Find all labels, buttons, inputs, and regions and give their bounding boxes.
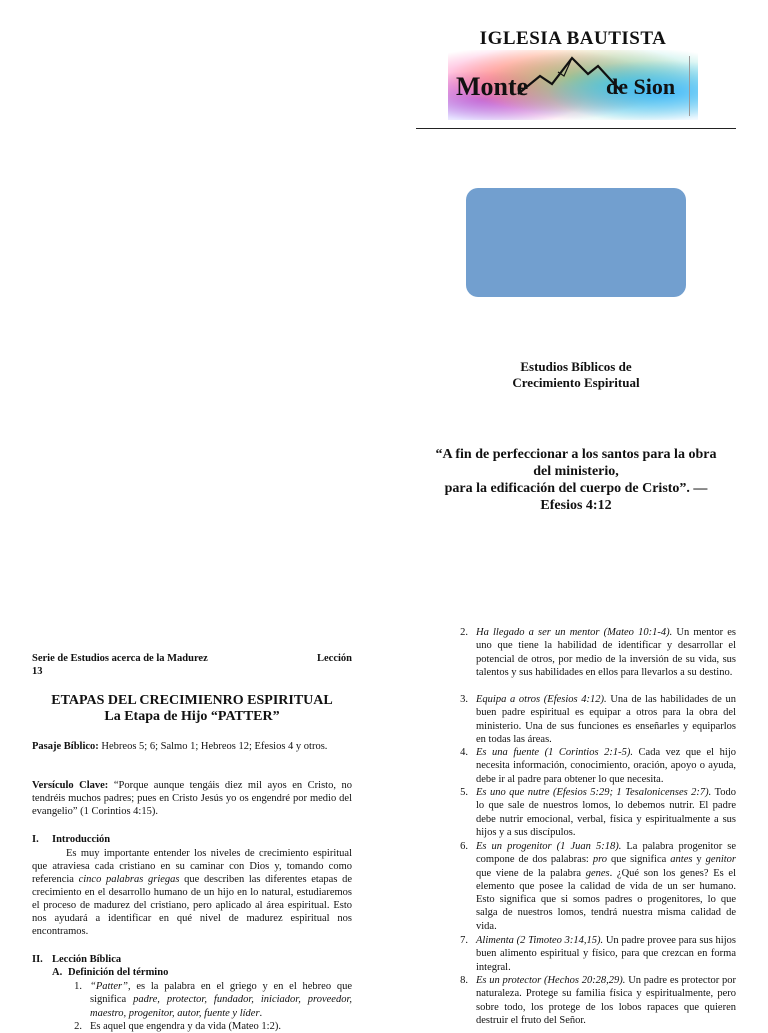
pasaje-text: Hebreos 5; 6; Salmo 1; Hebreos 12; Efesios 4 y otros. (98, 741, 328, 752)
list-item-body: Cada vez que el hijo necesita información, conocimiento, oración, apoyo o ayuda, debe ir al padre para obtener lo que necesita. (476, 747, 736, 785)
verse-line: del ministerio, (533, 464, 619, 479)
list-item-reference: Es uno que nutre (Efesios 5:29; 1 Tesalonicenses 2:7). (476, 787, 712, 798)
list-item-reference: Es un progenitor (1 Juan 5:18). (476, 841, 622, 852)
logo-sion-text: de Sion (606, 74, 676, 99)
pasaje-biblico (32, 740, 352, 753)
list-item-body: Un mentor es uno que tiene la habilidad de identificar y desarrollar el potencial de otros, por medio de la inversión de su vida, sus talentos y sus habilidades en ellos para llevarlos a su destino. (476, 627, 736, 678)
list-item-reference: Ha llegado a ser un mentor (Mateo 10:1-4). (476, 627, 673, 638)
lesson-heading (32, 693, 352, 725)
study-title-line: Crecimiento Espiritual (512, 375, 640, 390)
list-item-emphasis: “Patter” (90, 981, 128, 992)
series-name: Serie de Estudios acerca de la Madurez (32, 653, 208, 664)
list-item-text (476, 746, 736, 786)
list-item-reference: Es una fuente (1 Corintios 2:1-5). (476, 747, 633, 758)
verse-line: para la edificación del cuerpo de Cristo”. — (444, 481, 708, 496)
list-item-emphasis: genes (585, 867, 610, 879)
verse-line: “A fin de perfeccionar a los santos para la obra (435, 447, 717, 462)
intro-text-2: que describen las diferentes etapas de crecimiento en el desarrollo humano de un hijo en lo natural, estudiaremos el proceso de madurez del cristiano, pero aplicado al área espiritual. Esto nos ayudará a identificar en qué nivel de madurez espiritual nos encontramos. (32, 874, 352, 937)
list-item-emphasis: genitor (705, 854, 737, 866)
lesson-heading-line2: La Etapa de Hijo “PATTER” (104, 709, 280, 724)
intro-paragraph (32, 847, 352, 938)
list-item-body: Un padre provee para sus hijos buen alimento espiritual y físico, para que crezcan en forma integral. (476, 935, 736, 973)
list-item-text (476, 840, 736, 933)
list-item-reference: Equipa a otros (Efesios 4:12). (476, 694, 607, 705)
intro-heading (32, 833, 352, 846)
list-item-text (90, 980, 352, 1020)
list-item-text (476, 934, 736, 974)
versiculo-text: “Porque aunque tengáis diez mil ayos en Cristo, no tendréis muchos padres; pues en Cristo Jesús yo os engendré por medio del evangelio” (1 Corintios 4:15). (32, 780, 352, 817)
list-item-number: 3. (460, 694, 468, 705)
intro-emphasis: cinco palabras griegas (78, 874, 180, 885)
study-title (420, 359, 732, 391)
list-item-text (476, 786, 736, 839)
list-item-number: 8. (460, 975, 468, 986)
list-item-emphasis-2: padre, protector, fundador, iniciador, proveedor, maestro, progenitor, autor, fuente y líder (90, 994, 353, 1019)
list-item-emphasis: pro (592, 854, 608, 866)
pasaje-label: Pasaje Bíblico: (32, 741, 99, 752)
subsection-a (52, 966, 352, 979)
list-item-number: 2. (74, 1021, 82, 1032)
intro-text: Es muy importante entender los niveles de crecimiento espiritual que atraviesa cada cristiano en su caminar con Dios y, tomando como referencia (32, 848, 352, 885)
list-item-body: Todo lo que sale de nuestros lomos, lo debemos nutrir. El padre debe nutrir emocional, verbal, física y espiritualmente a sus hijos y a sus discípulos. (476, 787, 736, 838)
header-divider (416, 128, 736, 129)
list-item-number: 5. (460, 787, 468, 798)
versiculo-label: Versículo Clave: (32, 780, 109, 791)
list-item-text: Es aquel que engendra y da vida (Mateo 1:2). (90, 1021, 281, 1032)
leccion-heading (32, 953, 352, 966)
list-item-body: y (692, 854, 706, 866)
church-logo (448, 28, 698, 118)
list-item-emphasis: antes (670, 854, 693, 866)
list-item-number: 7. (460, 935, 468, 946)
list-item-body: que significa (607, 854, 671, 866)
list-item-text (476, 974, 736, 1027)
logo-monte-text: Monte (456, 72, 529, 101)
intro-title: Introducción (52, 834, 111, 845)
leccion-number: II. (32, 954, 43, 965)
logo-divider (689, 56, 690, 116)
list-item-body: . ¿Qué son los genes? Es el elemento que posee la calidad de vida de un ser humano. Esto significa que si somos padres o progenitores, lo que salga de nuestros lomos, tendrá nuestra misma calidad de vida. (476, 867, 736, 932)
subsection-a-title: Definición del término (68, 967, 169, 978)
study-title-line: Estudios Bíblicos de (520, 359, 632, 374)
lesson-label: Lección (317, 653, 352, 664)
list-item-body: Una de las habilidades de un buen padre espiritual es equipar a otros para la obra del ministerio. Una de sus funciones es enseñarles y equiparlos en todas las áreas. (476, 694, 736, 745)
list-item-body: que viene de la palabra (476, 867, 586, 879)
series-line (32, 652, 352, 678)
list-item-reference: Es un protector (Hechos 20:28,29). (476, 975, 626, 986)
list-item-text (476, 626, 736, 679)
cover-image-placeholder (466, 188, 686, 297)
list-item-reference: Alimenta (2 Timoteo 3:14,15). (476, 935, 604, 946)
list-item-end: . (259, 1007, 263, 1019)
list-item-body: La palabra progenitor se compone de dos palabras: (476, 841, 736, 866)
list-item-number: 1. (74, 981, 82, 992)
list-item-body: , es la palabra en el griego y en el hebreo que significa (90, 981, 352, 1006)
logo-top-text: IGLESIA BAUTISTA (479, 28, 667, 49)
lesson-number: 13 (32, 666, 43, 677)
list-item-number: 4. (460, 747, 468, 758)
cover-verse (416, 446, 736, 514)
leccion-title: Lección Bíblica (52, 954, 122, 965)
intro-number: I. (32, 834, 39, 845)
list-item-text (476, 693, 736, 746)
versiculo-clave (32, 779, 352, 818)
list-item-number: 2. (460, 627, 468, 638)
subsection-a-letter: A. (52, 967, 63, 978)
lesson-heading-line1: ETAPAS DEL CRECIMIENRO ESPIRITUAL (51, 693, 333, 708)
list-item-number: 6. (460, 841, 468, 852)
list-item-body: Un padre es protector por naturaleza. Protege su familia física y espiritualmente, pero sobre todo, los protege de los lobos rapaces que quieren destruir el fruto del Señor. (476, 975, 736, 1026)
verse-line: Efesios 4:12 (540, 498, 612, 513)
